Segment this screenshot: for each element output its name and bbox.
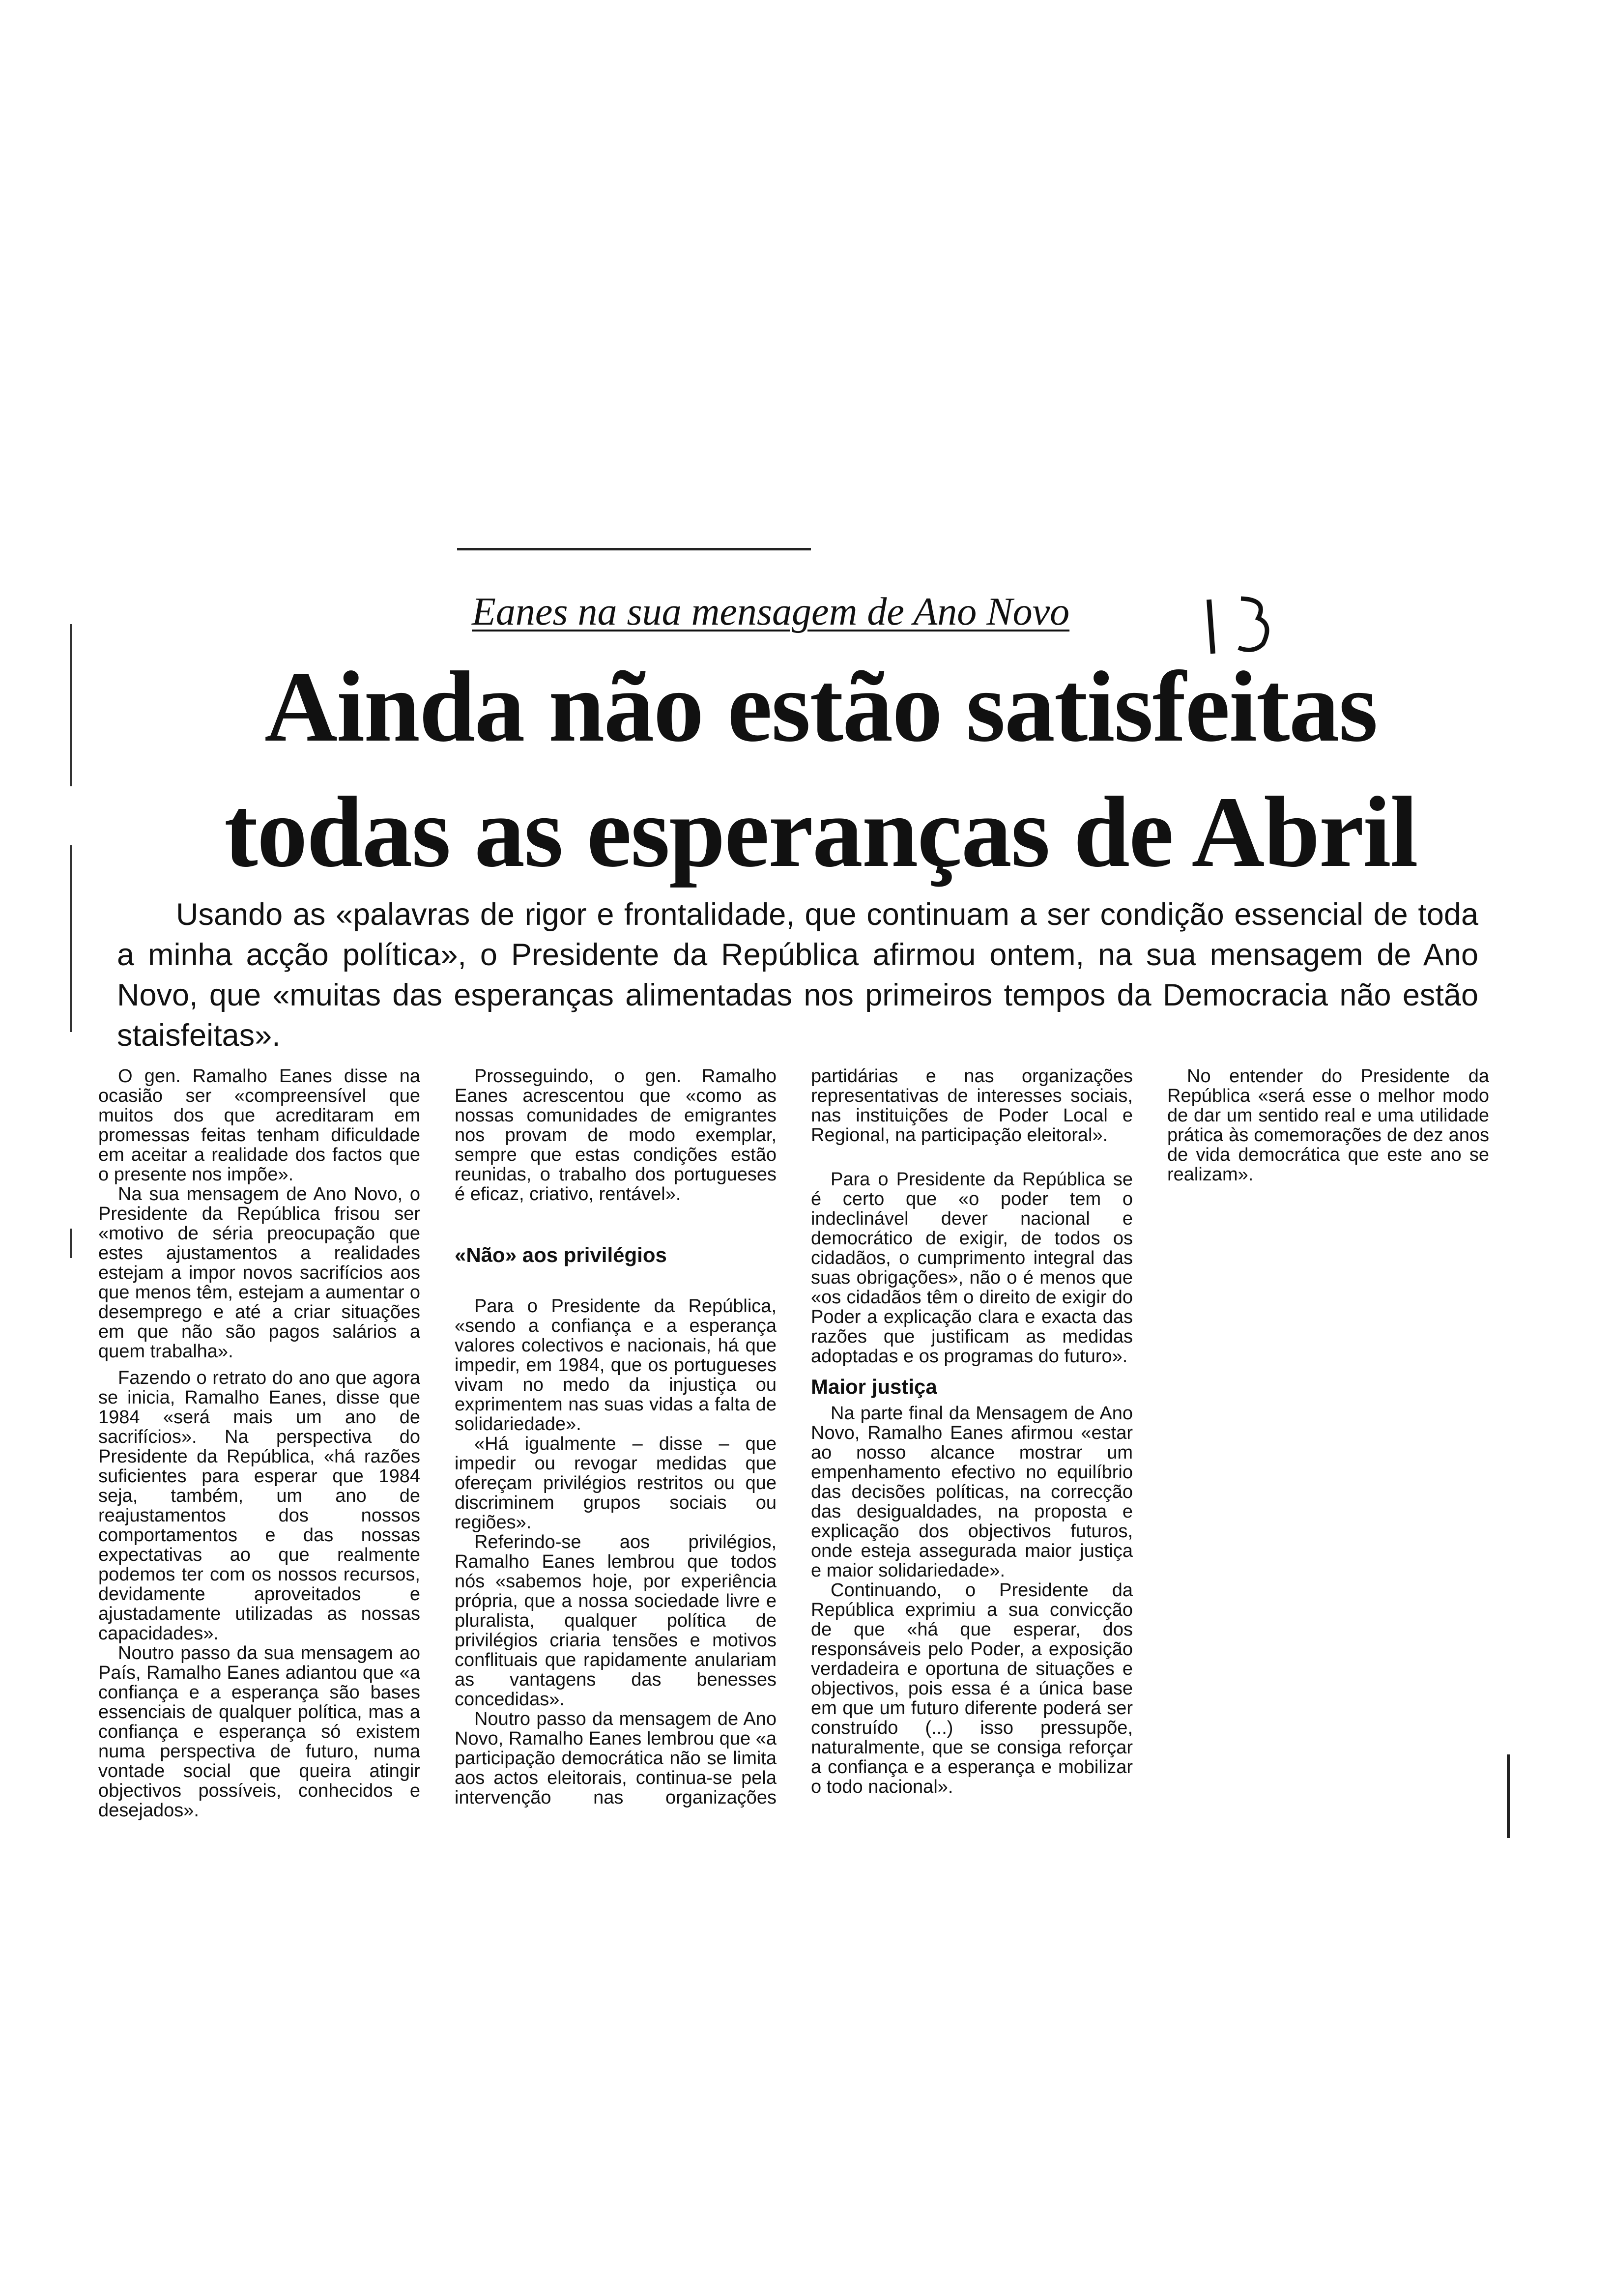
body-paragraph: O gen. Ramalho Eanes disse na ocasião ser «compreensível que muitos dos que acreditaram em promessas feitas tenham dificuldade em aceitar a realidade dos factos que o presente nos impõe». (98, 1066, 420, 1185)
body-paragraph: Para o Presidente da República, «sendo a confiança e a esperança valores colectivos e nacionais, há que impedir, em 1984, que os portugueses vivam no medo da injustiça ou exprimentem nas suas vidas a falta de solidariedade». (455, 1296, 777, 1435)
body-paragraph: Para o Presidente da República se é certo que «o poder tem o indeclinável dever nacional e democrático de exigir, de todos os cidadãos, o cumprimento integral das suas obrigações», não o é menos que «os cidadãos têm o direito de exigir do Poder a explicação clara e exacta das razões que justificam as medidas adoptadas e os programas do futuro». (811, 1169, 1133, 1367)
article-body (98, 1066, 1489, 1823)
article-headline (206, 644, 1435, 894)
top-rule (457, 548, 811, 550)
body-paragraph: Na sua mensagem de Ano Novo, o Presidente da República frisou ser «motivo de séria preocupação que estes ajustamentos a realidades estejam a impor novos sacrifícios aos que menos têm, estejam a aumentar o desemprego e até a criar situações em que não são pagos salários a quem trabalha». (98, 1184, 420, 1362)
body-paragraph: Fazendo o retrato do ano que agora se inicia, Ramalho Eanes, disse que 1984 «será mais um ano de sacrifícios». Na perspectiva do Presidente da República, «há razões suficientes para esperar que 1984 seja, também, um ano de reajustamentos dos nossos comportamentos e das nossas expectativas ao que realmente podemos ter com os nossos recursos, devidamente aproveitados e ajustadamente utilizadas as nossas capacidades». (98, 1368, 420, 1644)
body-paragraph: Na parte final da Mensagem de Ano Novo, Ramalho Eanes afirmou «estar ao nosso alcance mostrar um empenhamento efectivo no equilíbrio das decisões políticas, na correcção das desigualdades, na proposta e explicação dos objectivos futuros, onde esteja assegurada maior justiça e maior solidariedade». (811, 1403, 1133, 1581)
margin-bar (1507, 1754, 1510, 1838)
body-paragraph: Prosseguindo, o gen. Ramalho Eanes acrescentou que «como as nossas comunidades de emigrantes nos provam de modo exemplar, sempre que estas condições estão reunidas, o trabalho dos portugueses é eficaz, criativo, rentável». (455, 1066, 777, 1205)
scan-margin-line (70, 624, 72, 786)
article-lead: Usando as «palavras de rigor e frontalidade, que continuam a ser condição essencial de toda a minha acção política», o Presidente da República afirmou ontem, na sua mensagem de Ano Novo, que «muitas das esperanças alimentadas nos primeiros tempos da Democracia não estão staisfeitas». (117, 897, 1478, 1053)
body-paragraph: Continuando, o Presidente da República exprimiu a sua convicção de que «há que esperar, dos responsáveis pelo Poder, a exposição verdadeira e oportuna de situações e objectivos, pois essa é a única base em que um futuro diferente poderá ser construído (...) isso pressupõe, naturalmente, que se consiga reforçar a confiança e a esperança e mobilizar o todo nacional». (811, 1580, 1133, 1797)
scan-margin-line (70, 1229, 72, 1258)
body-paragraph: Noutro passo da mensagem de Ano Novo, Ramalho Eanes lembrou que «a participação democrática não se limita aos actos eleitorais, continua-se pela intervenção nas organizações partidárias e nas organizações representativas de interesses sociais, nas instituições de Poder Local e Regional, na participação eleitoral». (455, 1066, 1133, 1808)
article-kicker: Eanes na sua mensagem de Ano Novo (472, 590, 1070, 633)
subhead-privileges: «Não» aos privilégios (455, 1243, 667, 1266)
body-paragraph: Referindo-se aos privilégios, Ramalho Eanes lembrou que todos nós «sabemos hoje, por experiência própria, que a nossa sociedade livre e pluralista, qualquer política de privilégios criaria tensões e motivos conflituais que rapidamente anulariam as vantagens das benesses concedidas». (455, 1532, 777, 1710)
headline-line-1: Ainda não estão satisfeitas (264, 650, 1377, 763)
body-paragraph: «Há igualmente – disse – que impedir ou revogar medidas que ofereçam privilégios restritos ou que discriminem grupos sociais ou regiões». (455, 1434, 777, 1533)
body-paragraph: No entender do Presidente da República «será esse o melhor modo de dar um sentido real e uma utilidade prática às comemorações de dez anos de vida democrática que este ano se realizam». (1167, 1066, 1489, 1185)
subhead-justice: Maior justiça (811, 1375, 937, 1398)
headline-line-2: todas as esperanças de Abril (224, 775, 1417, 888)
body-paragraph: Noutro passo da sua mensagem ao País, Ramalho Eanes adiantou que «a confiança e a esperança são bases essenciais de qualquer política, mas a confiança e esperança só existem numa perspectiva de futuro, numa vontade social que queira atingir objectivos possíveis, conhecidos e desejados». (98, 1643, 420, 1821)
scan-margin-line (70, 845, 72, 1032)
